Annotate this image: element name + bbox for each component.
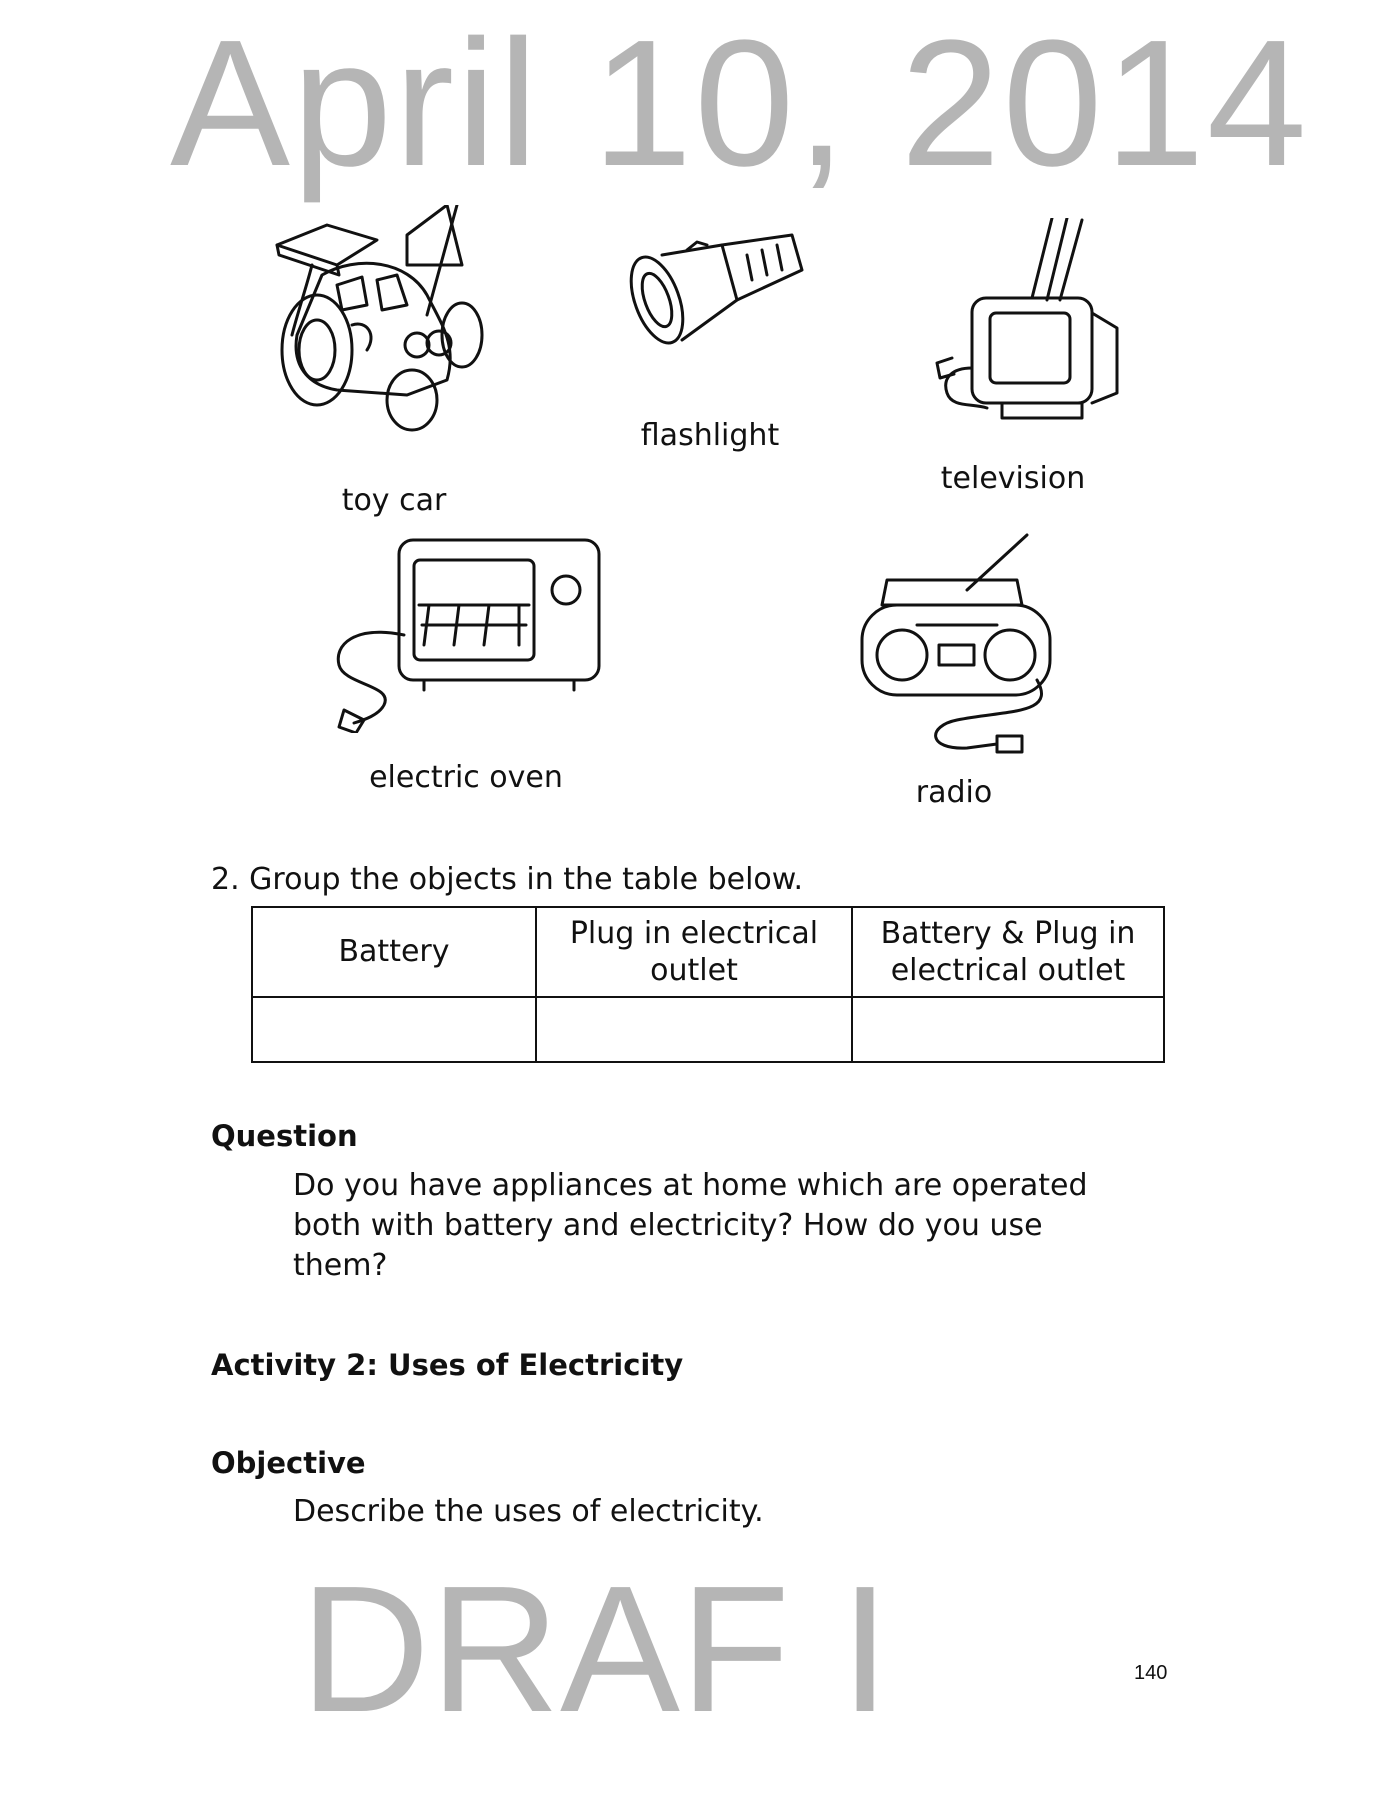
radio-label: radio	[915, 775, 993, 810]
table-row	[252, 997, 1164, 1062]
flashlight-icon	[627, 230, 807, 352]
page-number: 140	[1134, 1662, 1168, 1684]
watermark-draft: DRAF I	[300, 1549, 891, 1750]
radio-icon	[857, 530, 1055, 762]
header-battery: Battery	[252, 907, 536, 997]
toy-car-icon	[267, 205, 499, 435]
television-label: television	[940, 461, 1086, 496]
table-header-row	[252, 907, 1164, 997]
activity-title: Activity 2: Uses of Electricity	[211, 1348, 684, 1382]
question-line: Do you have appliances at home which are operated	[293, 1168, 1088, 1203]
flashlight-label: flashlight	[640, 418, 780, 453]
electric-oven-label: electric oven	[369, 760, 563, 795]
table-cell[interactable]	[536, 997, 852, 1062]
table-cell[interactable]	[852, 997, 1164, 1062]
objective-text: Describe the uses of electricity.	[293, 1494, 764, 1529]
header-plug: Plug in electrical outlet	[536, 907, 852, 997]
watermark-date: April 10, 2014	[170, 3, 1309, 204]
instruction-text: 2. Group the objects in the table below.	[211, 862, 804, 897]
electric-oven-icon	[334, 535, 602, 733]
objective-heading: Objective	[211, 1446, 366, 1480]
television-icon	[932, 218, 1124, 428]
question-line: both with battery and electricity? How do you use	[293, 1208, 1043, 1243]
grouping-table	[251, 906, 1165, 1063]
table-cell[interactable]	[252, 997, 536, 1062]
question-heading: Question	[211, 1119, 358, 1153]
header-battery-plug: Battery & Plug in electrical outlet	[852, 907, 1164, 997]
question-line: them?	[293, 1248, 388, 1283]
toy-car-label: toy car	[341, 483, 447, 518]
